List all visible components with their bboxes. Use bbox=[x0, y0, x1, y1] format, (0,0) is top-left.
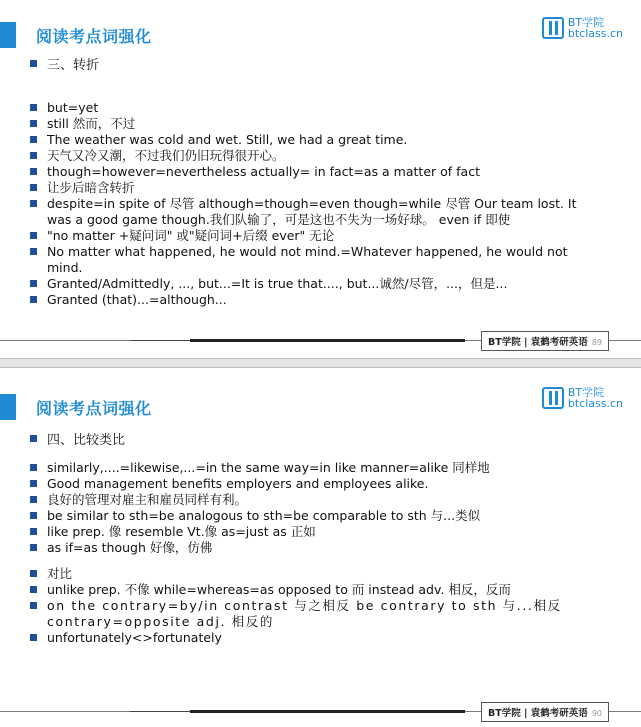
title-accent-bar bbox=[0, 394, 16, 420]
title-accent-bar bbox=[0, 22, 16, 48]
slide-2 bbox=[0, 368, 641, 727]
footer-label: BT学院 | 袁鹤考研英语 90 bbox=[481, 702, 609, 722]
point-list bbox=[30, 100, 601, 308]
square-bullet-icon bbox=[30, 480, 37, 487]
square-bullet-icon bbox=[30, 586, 37, 593]
footer-rule-left bbox=[130, 340, 190, 341]
list-item: Good management benefits employers and employees alike. bbox=[30, 476, 601, 492]
square-bullet-icon bbox=[30, 280, 37, 287]
list-item: 对比 bbox=[30, 566, 601, 582]
slide-separator bbox=[0, 358, 641, 368]
square-bullet-icon bbox=[30, 496, 37, 503]
slide-title: 阅读考点词强化 bbox=[36, 399, 152, 418]
footer-rule-thick bbox=[190, 339, 465, 342]
list-item: similarly,....=likewise,...=in the same way=in like manner=alike 同样地 bbox=[30, 460, 601, 476]
square-bullet-icon bbox=[30, 602, 37, 609]
bt-logo bbox=[542, 17, 623, 39]
list-item: unlike prep. 不像 while=whereas=as opposed to 而 instead adv. 相反，反而 bbox=[30, 582, 601, 598]
logo-line-1: BT学院 bbox=[567, 16, 605, 29]
logo-line-2: btclass.cn bbox=[567, 27, 623, 40]
square-bullet-icon bbox=[30, 168, 37, 175]
square-bullet-icon bbox=[30, 200, 37, 207]
section-heading: 三、转折 bbox=[30, 54, 99, 73]
list-item: Granted/Admittedly, ..., but...=It is true that...., but...诚然/尽管，...，但是... bbox=[30, 276, 601, 292]
list-item: Granted (that)...=although... bbox=[30, 292, 601, 308]
square-bullet-icon bbox=[30, 544, 37, 551]
square-bullet-icon bbox=[30, 152, 37, 159]
slide-1 bbox=[0, 0, 641, 358]
list-item: "no matter +疑问词" 或"疑问词+后缀 ever" 无论 bbox=[30, 228, 601, 244]
footer-rule-left bbox=[130, 711, 190, 712]
list-item: 良好的管理对雇主和雇员同样有利。 bbox=[30, 492, 601, 508]
square-bullet-icon bbox=[30, 296, 37, 303]
logo-line-1: BT学院 bbox=[567, 386, 605, 399]
bt-logo-icon bbox=[542, 17, 564, 39]
list-item: on the contrary=by/in contrast 与之相反 be contrary to sth 与...相反 contrary=opposite adj. 相反的 bbox=[30, 598, 601, 630]
square-bullet-icon bbox=[30, 570, 37, 577]
square-bullet-icon bbox=[30, 104, 37, 111]
bt-logo-icon bbox=[542, 387, 564, 409]
square-bullet-icon bbox=[30, 634, 37, 641]
list-item: still 然而，不过 bbox=[30, 116, 601, 132]
list-item: despite=in spite of 尽管 although=though=even though=while 尽管 Our team lost. It was a good game though.我们队输了，可是这也不失为一场好球。 even if 即使 bbox=[30, 196, 601, 228]
bt-logo bbox=[542, 387, 623, 409]
list-item: The weather was cold and wet. Still, we had a great time. bbox=[30, 132, 601, 148]
square-bullet-icon bbox=[30, 512, 37, 519]
footer-rule-thick bbox=[190, 710, 465, 713]
section-heading: 四、比较类比 bbox=[30, 429, 125, 448]
square-bullet-icon bbox=[30, 232, 37, 239]
page-number: 90 bbox=[591, 709, 602, 718]
list-item: though=however=nevertheless actually= in fact=as a matter of fact bbox=[30, 164, 601, 180]
list-item: as if=as though 好像，仿佛 bbox=[30, 540, 601, 556]
square-bullet-icon bbox=[30, 120, 37, 127]
list-item: but=yet bbox=[30, 100, 601, 116]
page-number: 89 bbox=[591, 338, 602, 347]
list-item: like prep. 像 resemble Vt.像 as=just as 正如 bbox=[30, 524, 601, 540]
list-item: No matter what happened, he would not mind.=Whatever happened, he would not mind. bbox=[30, 244, 601, 276]
slide-title: 阅读考点词强化 bbox=[36, 27, 152, 46]
square-bullet-icon bbox=[30, 248, 37, 255]
square-bullet-icon bbox=[30, 435, 37, 442]
list-item: be similar to sth=be analogous to sth=be comparable to sth 与...类似 bbox=[30, 508, 601, 524]
footer-label: BT学院 | 袁鹤考研英语 89 bbox=[481, 331, 609, 351]
square-bullet-icon bbox=[30, 136, 37, 143]
square-bullet-icon bbox=[30, 528, 37, 535]
list-item: unfortunately<>fortunately bbox=[30, 630, 601, 646]
list-item: 天气又冷又潮，不过我们仍旧玩得很开心。 bbox=[30, 148, 601, 164]
logo-line-2: btclass.cn bbox=[567, 397, 623, 410]
square-bullet-icon bbox=[30, 464, 37, 471]
point-list bbox=[30, 460, 601, 646]
square-bullet-icon bbox=[30, 60, 37, 67]
square-bullet-icon bbox=[30, 184, 37, 191]
list-item: 让步后暗含转折 bbox=[30, 180, 601, 196]
